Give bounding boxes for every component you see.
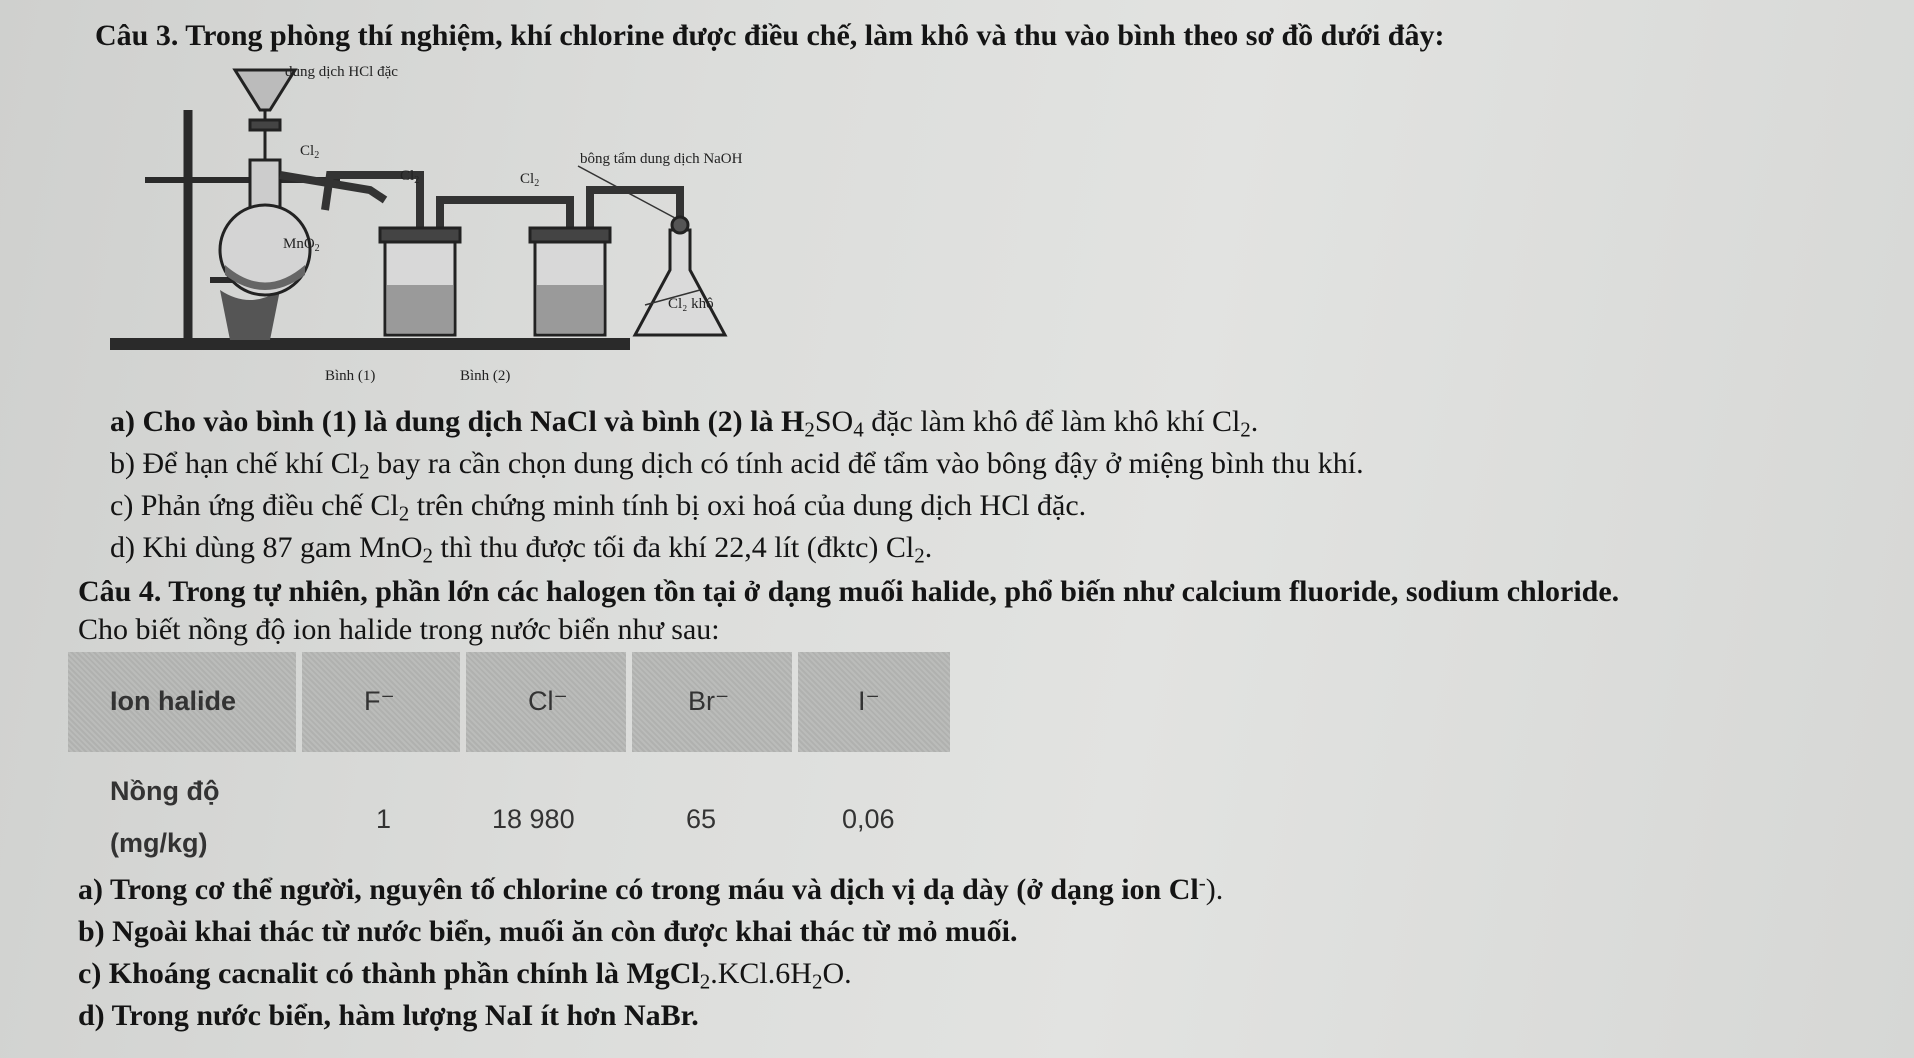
halide-concentration-table <box>68 652 950 870</box>
question-4-title: Câu 4. Trong tự nhiên, phần lớn các halogen tồn tại ở dạng muối halide, phổ biến như calcium fluoride, sodium chloride. <box>78 575 1620 608</box>
table-ion-chloride: Cl⁻ <box>528 686 568 716</box>
q4-statement-b: b) Ngoài khai thác từ nước biển, muối ăn còn được khai thác từ mỏ muối. <box>78 915 1018 948</box>
table-header-ion-halide: Ion halide <box>110 686 237 716</box>
q3-statement-c: c) Phản ứng điều chế $Cl_2$ trên chứng minh tính bị oxi hoá của dung dịch HCl đặc. <box>110 489 1087 526</box>
table-row-label-concentration: Nồng độ <box>110 776 220 806</box>
table-value-chloride: 18 980 <box>492 804 575 834</box>
q4-statement-c: c) Khoáng cacnalit có thành phần chính là $MgCl_2.KCl.6H_2O$. <box>78 957 852 994</box>
table-ion-fluoride: F⁻ <box>364 686 395 716</box>
q3-statement-d: d) Khi dùng 87 gam MnO$_2$ thì thu được tối đa khí 22,4 lít (đktc) $Cl_2$. <box>110 531 933 568</box>
mno2-label: MnO$_2$ <box>283 236 320 254</box>
q4-statement-a: a) Trong cơ thể người, nguyên tố chlorine có trong máu và dịch vị dạ dày (ở dạng ion Cl-). <box>78 870 1224 906</box>
q4-statement-d: d) Trong nước biển, hàm lượng NaI ít hơn NaBr. <box>78 999 699 1032</box>
erlenmeyer-flask <box>635 217 725 335</box>
question-4-intro: Cho biết nồng độ ion halide trong nước biển như sau: <box>78 613 720 646</box>
table-ion-bromide: Br⁻ <box>688 686 730 716</box>
q3-statement-a: a) Cho vào bình (1) là dung dịch NaCl và bình (2) là $H_2SO_4$ đặc làm khô để làm khô khí $Cl_2$. <box>110 405 1259 442</box>
q3-statement-b: b) Để hạn chế khí $Cl_2$ bay ra cần chọn dung dịch có tính acid để tẩm vào bông đậy ở miệng bình thu khí. <box>110 447 1364 484</box>
flask-2-label: Bình (2) <box>460 368 511 384</box>
table-row-label-unit: (mg/kg) <box>110 828 208 858</box>
hcl-label: dung dịch HCl đặc <box>285 64 398 80</box>
flask-1 <box>380 228 460 335</box>
table-value-iodide: 0,06 <box>842 804 895 834</box>
naoh-cotton-label: bông tẩm dung dịch NaOH <box>580 151 743 167</box>
flask-1-label: Bình (1) <box>325 368 376 384</box>
flask-2 <box>530 228 610 335</box>
table-ion-iodide: I⁻ <box>858 686 880 716</box>
cl2-label-a: $Cl_2$ <box>300 143 320 161</box>
dry-cl2-label: Cl₂ khô <box>668 296 714 312</box>
chlorine-apparatus-diagram <box>100 50 860 390</box>
cl2-label-c: $Cl_2$ <box>520 171 540 189</box>
delivery-tubes <box>280 175 680 235</box>
question-3-title: Câu 3. Trong phòng thí nghiệm, khí chlorine được điều chế, làm khô và thu vào bình theo sơ đồ dưới đây: <box>95 19 1445 52</box>
table-value-bromide: 65 <box>686 804 717 834</box>
cl2-label-b: $Cl_2$ <box>400 168 420 186</box>
table-value-fluoride: 1 <box>376 804 392 834</box>
